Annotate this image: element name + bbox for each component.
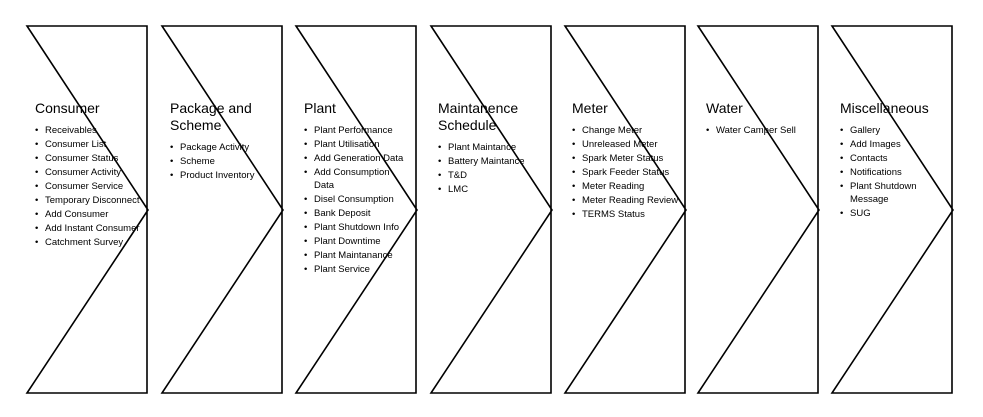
list-item: [572, 180, 680, 193]
list-item-label: T&D: [448, 170, 467, 181]
bullet-icon: •: [572, 195, 576, 206]
stage-package-and-scheme: [170, 100, 270, 183]
bullet-icon: •: [170, 170, 174, 181]
list-item: [304, 193, 412, 206]
bullet-icon: •: [438, 170, 442, 181]
bullet-icon: •: [170, 142, 174, 153]
list-item: [304, 152, 412, 165]
list-item-label: Unreleased Meter: [582, 139, 658, 150]
list-item-label: Plant Maintanance: [314, 250, 393, 261]
bullet-icon: •: [304, 139, 308, 150]
stage-title: Package and Scheme: [170, 100, 252, 133]
list-item: [304, 235, 412, 248]
bullet-icon: •: [438, 156, 442, 167]
bullet-icon: •: [35, 139, 39, 150]
list-item: [170, 155, 270, 168]
bullet-icon: •: [35, 125, 39, 136]
bullet-icon: •: [572, 153, 576, 164]
bullet-icon: •: [35, 209, 39, 220]
list-item-label: Plant Downtime: [314, 236, 381, 247]
list-item: [572, 208, 680, 221]
list-item: [304, 221, 412, 234]
list-item-label: Plant Shutdown Info: [314, 222, 400, 233]
bullet-icon: •: [35, 223, 39, 234]
bullet-icon: •: [438, 184, 442, 195]
stage-meter: [572, 100, 680, 222]
list-item: [35, 124, 143, 137]
bullet-icon: •: [304, 208, 308, 219]
list-item-label: Change Meter: [582, 125, 643, 136]
stage-title: Maintanence Schedule: [438, 100, 519, 133]
bullet-icon: •: [304, 167, 308, 178]
list-item-label: Catchment Survey: [45, 237, 124, 248]
list-item-label: Plant Performance: [314, 125, 393, 136]
list-item: [572, 138, 680, 151]
list-item: [706, 124, 814, 137]
list-item-label: Consumer Service: [45, 181, 124, 192]
list-item-label: Temporary Disconnect: [45, 195, 140, 206]
list-item: [572, 124, 680, 137]
list-item: [840, 207, 935, 220]
bullet-icon: •: [35, 153, 39, 164]
stage-item-list: [170, 141, 270, 182]
bullet-icon: •: [840, 181, 844, 192]
list-item-label: Consumer List: [45, 139, 107, 150]
stage-title: Plant: [304, 100, 336, 116]
list-item-label: Notifications: [850, 167, 902, 178]
bullet-icon: •: [840, 167, 844, 178]
stage-item-list: [572, 124, 680, 221]
bullet-icon: •: [706, 125, 710, 136]
stage-consumer: [35, 100, 143, 250]
list-item-label: Disel Consumption: [314, 194, 394, 205]
bullet-icon: •: [304, 194, 308, 205]
list-item-label: Consumer Status: [45, 153, 119, 164]
stage-item-list: [35, 124, 143, 249]
list-item-label: SUG: [850, 208, 871, 219]
bullet-icon: •: [304, 250, 308, 261]
list-item: [304, 207, 412, 220]
list-item-label: Plant Maintance: [448, 142, 517, 153]
list-item-label: Add Instant Consumer: [45, 223, 140, 234]
stage-item-list: [304, 124, 412, 276]
stage-shape-water: [698, 26, 819, 393]
stage-shape-maintanence-schedule: [431, 26, 552, 393]
list-item: [572, 166, 680, 179]
stage-title: Meter: [572, 100, 608, 116]
list-item: [438, 183, 546, 196]
bullet-icon: •: [840, 208, 844, 219]
bullet-icon: •: [572, 209, 576, 220]
list-item: [572, 152, 680, 165]
list-item-label: Plant Service: [314, 264, 370, 275]
list-item-label: Product Inventory: [180, 170, 255, 181]
list-item: [304, 138, 412, 151]
list-item-label: Consumer Activity: [45, 167, 122, 178]
list-item: [35, 236, 143, 249]
list-item-label: Add Consumer: [45, 209, 109, 220]
stage-shape-package-and-scheme: [162, 26, 283, 393]
bullet-icon: •: [840, 153, 844, 164]
list-item: [840, 180, 935, 206]
list-item-label: TERMS Status: [582, 209, 645, 220]
stage-title: Consumer: [35, 100, 100, 116]
list-item: [304, 166, 412, 192]
list-item: [840, 166, 935, 179]
list-item-label: Spark Feeder Status: [582, 167, 670, 178]
stage-miscellaneous: [840, 100, 935, 221]
bullet-icon: •: [304, 264, 308, 275]
bullet-icon: •: [170, 156, 174, 167]
list-item: [304, 249, 412, 262]
list-item: [35, 180, 143, 193]
bullet-icon: •: [35, 167, 39, 178]
list-item-label: Add Generation Data: [314, 153, 404, 164]
list-item-label: Add Images: [850, 139, 901, 150]
bullet-icon: •: [438, 142, 442, 153]
list-item: [35, 138, 143, 151]
list-item: [35, 222, 143, 235]
bullet-icon: •: [35, 181, 39, 192]
list-item: [840, 138, 935, 151]
stage-title: Miscellaneous: [840, 100, 929, 116]
list-item: [840, 124, 935, 137]
list-item-label: LMC: [448, 184, 469, 195]
stage-item-list: [840, 124, 935, 220]
list-item-label: Add Consumption Data: [314, 167, 390, 191]
bullet-icon: •: [35, 195, 39, 206]
list-item-label: Meter Reading Review: [582, 195, 679, 206]
list-item-label: Plant Shutdown Message: [850, 181, 917, 205]
bullet-icon: •: [572, 167, 576, 178]
stage-item-list: [438, 141, 546, 196]
list-item-label: Scheme: [180, 156, 215, 167]
list-item: [438, 169, 546, 182]
list-item-label: Plant Utilisation: [314, 139, 380, 150]
list-item-label: Meter Reading: [582, 181, 645, 192]
bullet-icon: •: [572, 139, 576, 150]
list-item: [35, 152, 143, 165]
list-item: [35, 166, 143, 179]
bullet-icon: •: [304, 222, 308, 233]
list-item: [170, 169, 270, 182]
stage-plant: [304, 100, 412, 277]
list-item-label: Contacts: [850, 153, 888, 164]
stage-water: [706, 100, 814, 138]
list-item: [35, 208, 143, 221]
bullet-icon: •: [840, 125, 844, 136]
bullet-icon: •: [35, 237, 39, 248]
list-item-label: Battery Maintance: [448, 156, 525, 167]
list-item-label: Package Activity: [180, 142, 250, 153]
list-item: [170, 141, 270, 154]
list-item-label: Gallery: [850, 125, 881, 136]
list-item: [572, 194, 680, 207]
list-item: [438, 141, 546, 154]
bullet-icon: •: [304, 125, 308, 136]
list-item: [35, 194, 143, 207]
bullet-icon: •: [304, 236, 308, 247]
list-item-label: Receivables: [45, 125, 97, 136]
bullet-icon: •: [840, 139, 844, 150]
bullet-icon: •: [304, 153, 308, 164]
bullet-icon: •: [572, 181, 576, 192]
list-item: [304, 263, 412, 276]
list-item: [840, 152, 935, 165]
list-item-label: Bank Deposit: [314, 208, 371, 219]
bullet-icon: •: [572, 125, 576, 136]
list-item-label: Spark Meter Status: [582, 153, 664, 164]
list-item: [304, 124, 412, 137]
list-item-label: Water Camper Sell: [716, 125, 796, 136]
list-item: [438, 155, 546, 168]
stage-title: Water: [706, 100, 743, 116]
stage-maintanence-schedule: [438, 100, 546, 197]
stage-item-list: [706, 124, 814, 137]
